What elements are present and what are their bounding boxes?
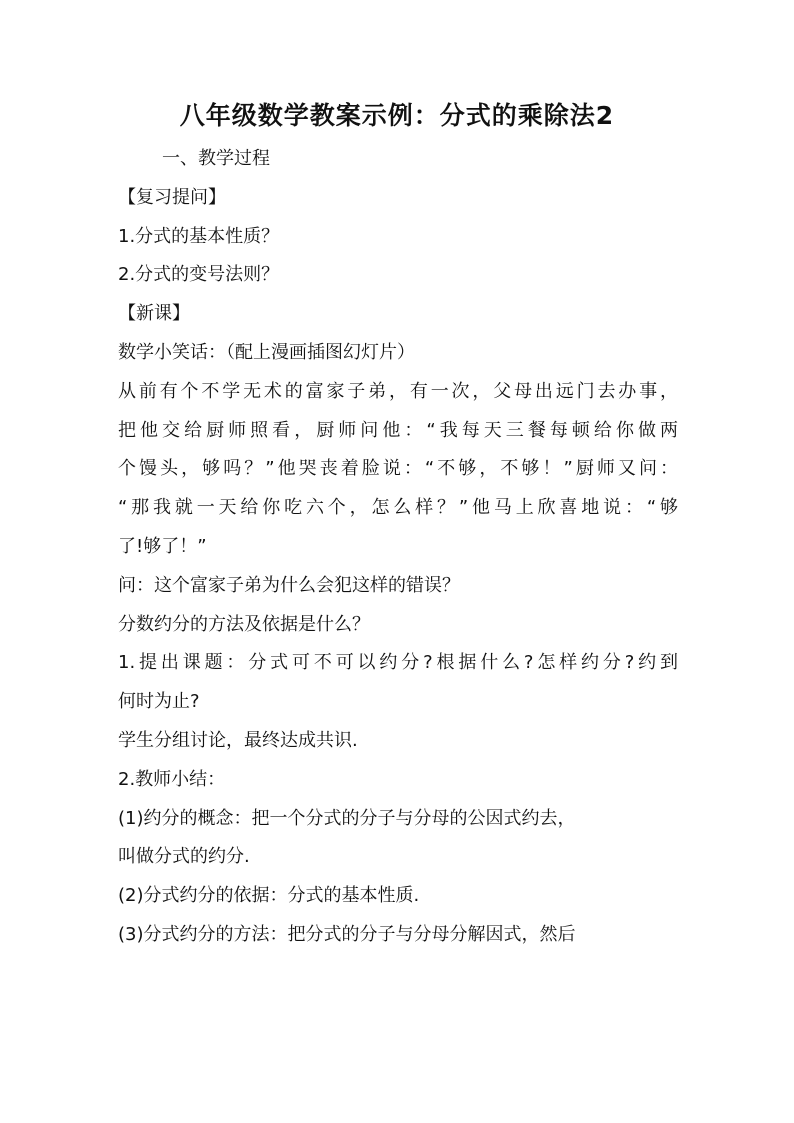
story-line-4: “那我就一天给你吃六个，怎么样？”他马上欣喜地说：“够 [118,497,678,519]
summary-point-2: (2)分式约分的依据：分式的基本性质. [118,885,420,907]
story-line-2: 把他交给厨师照看，厨师问他：“我每天三餐每顿给你做两 [118,419,678,441]
document-body [118,140,678,955]
section-heading-teaching-process: 一、教学过程 [162,148,270,169]
teacher-summary-heading: 2.教师小结： [118,768,226,790]
topic-line-1: 1.提出课题：分式可不可以约分?根据什么?怎样约分?约到 [118,652,678,674]
topic-line-2: 何时为止? [118,691,200,713]
document-title: 八年级数学教案示例：分式的乘除法2 [179,101,615,130]
story-line-1: 从前有个不学无术的富家子弟，有一次，父母出远门去办事， [118,380,678,402]
story-line-5: 了!够了！” [118,535,207,557]
question-2: 2.分式的变号法则？ [118,264,280,286]
group-discussion: 学生分组讨论，最终达成共识. [118,729,358,751]
subheading-review-questions: 【复习提问】 [118,186,226,208]
question-1: 1.分式的基本性质？ [118,225,280,247]
summary-point-3: (3)分式约分的方法：把分式的分子与分母分解因式，然后 [118,923,576,945]
summary-point-1-line-1: (1)约分的概念：把一个分式的分子与分母的公因式约去， [118,807,576,829]
question-fraction-reduction: 分数约分的方法及依据是什么？ [118,613,370,635]
story-line-3: 个馒头，够吗？”他哭丧着脸说：“不够，不够！”厨师又问： [118,458,678,480]
summary-point-1-line-2: 叫做分式的约分. [118,846,250,868]
question-why-mistake: 问：这个富家子弟为什么会犯这样的错误？ [118,574,460,596]
joke-intro: 数学小笑话：（配上漫画插图幻灯片） [118,341,415,363]
subheading-new-lesson: 【新课】 [118,303,190,325]
